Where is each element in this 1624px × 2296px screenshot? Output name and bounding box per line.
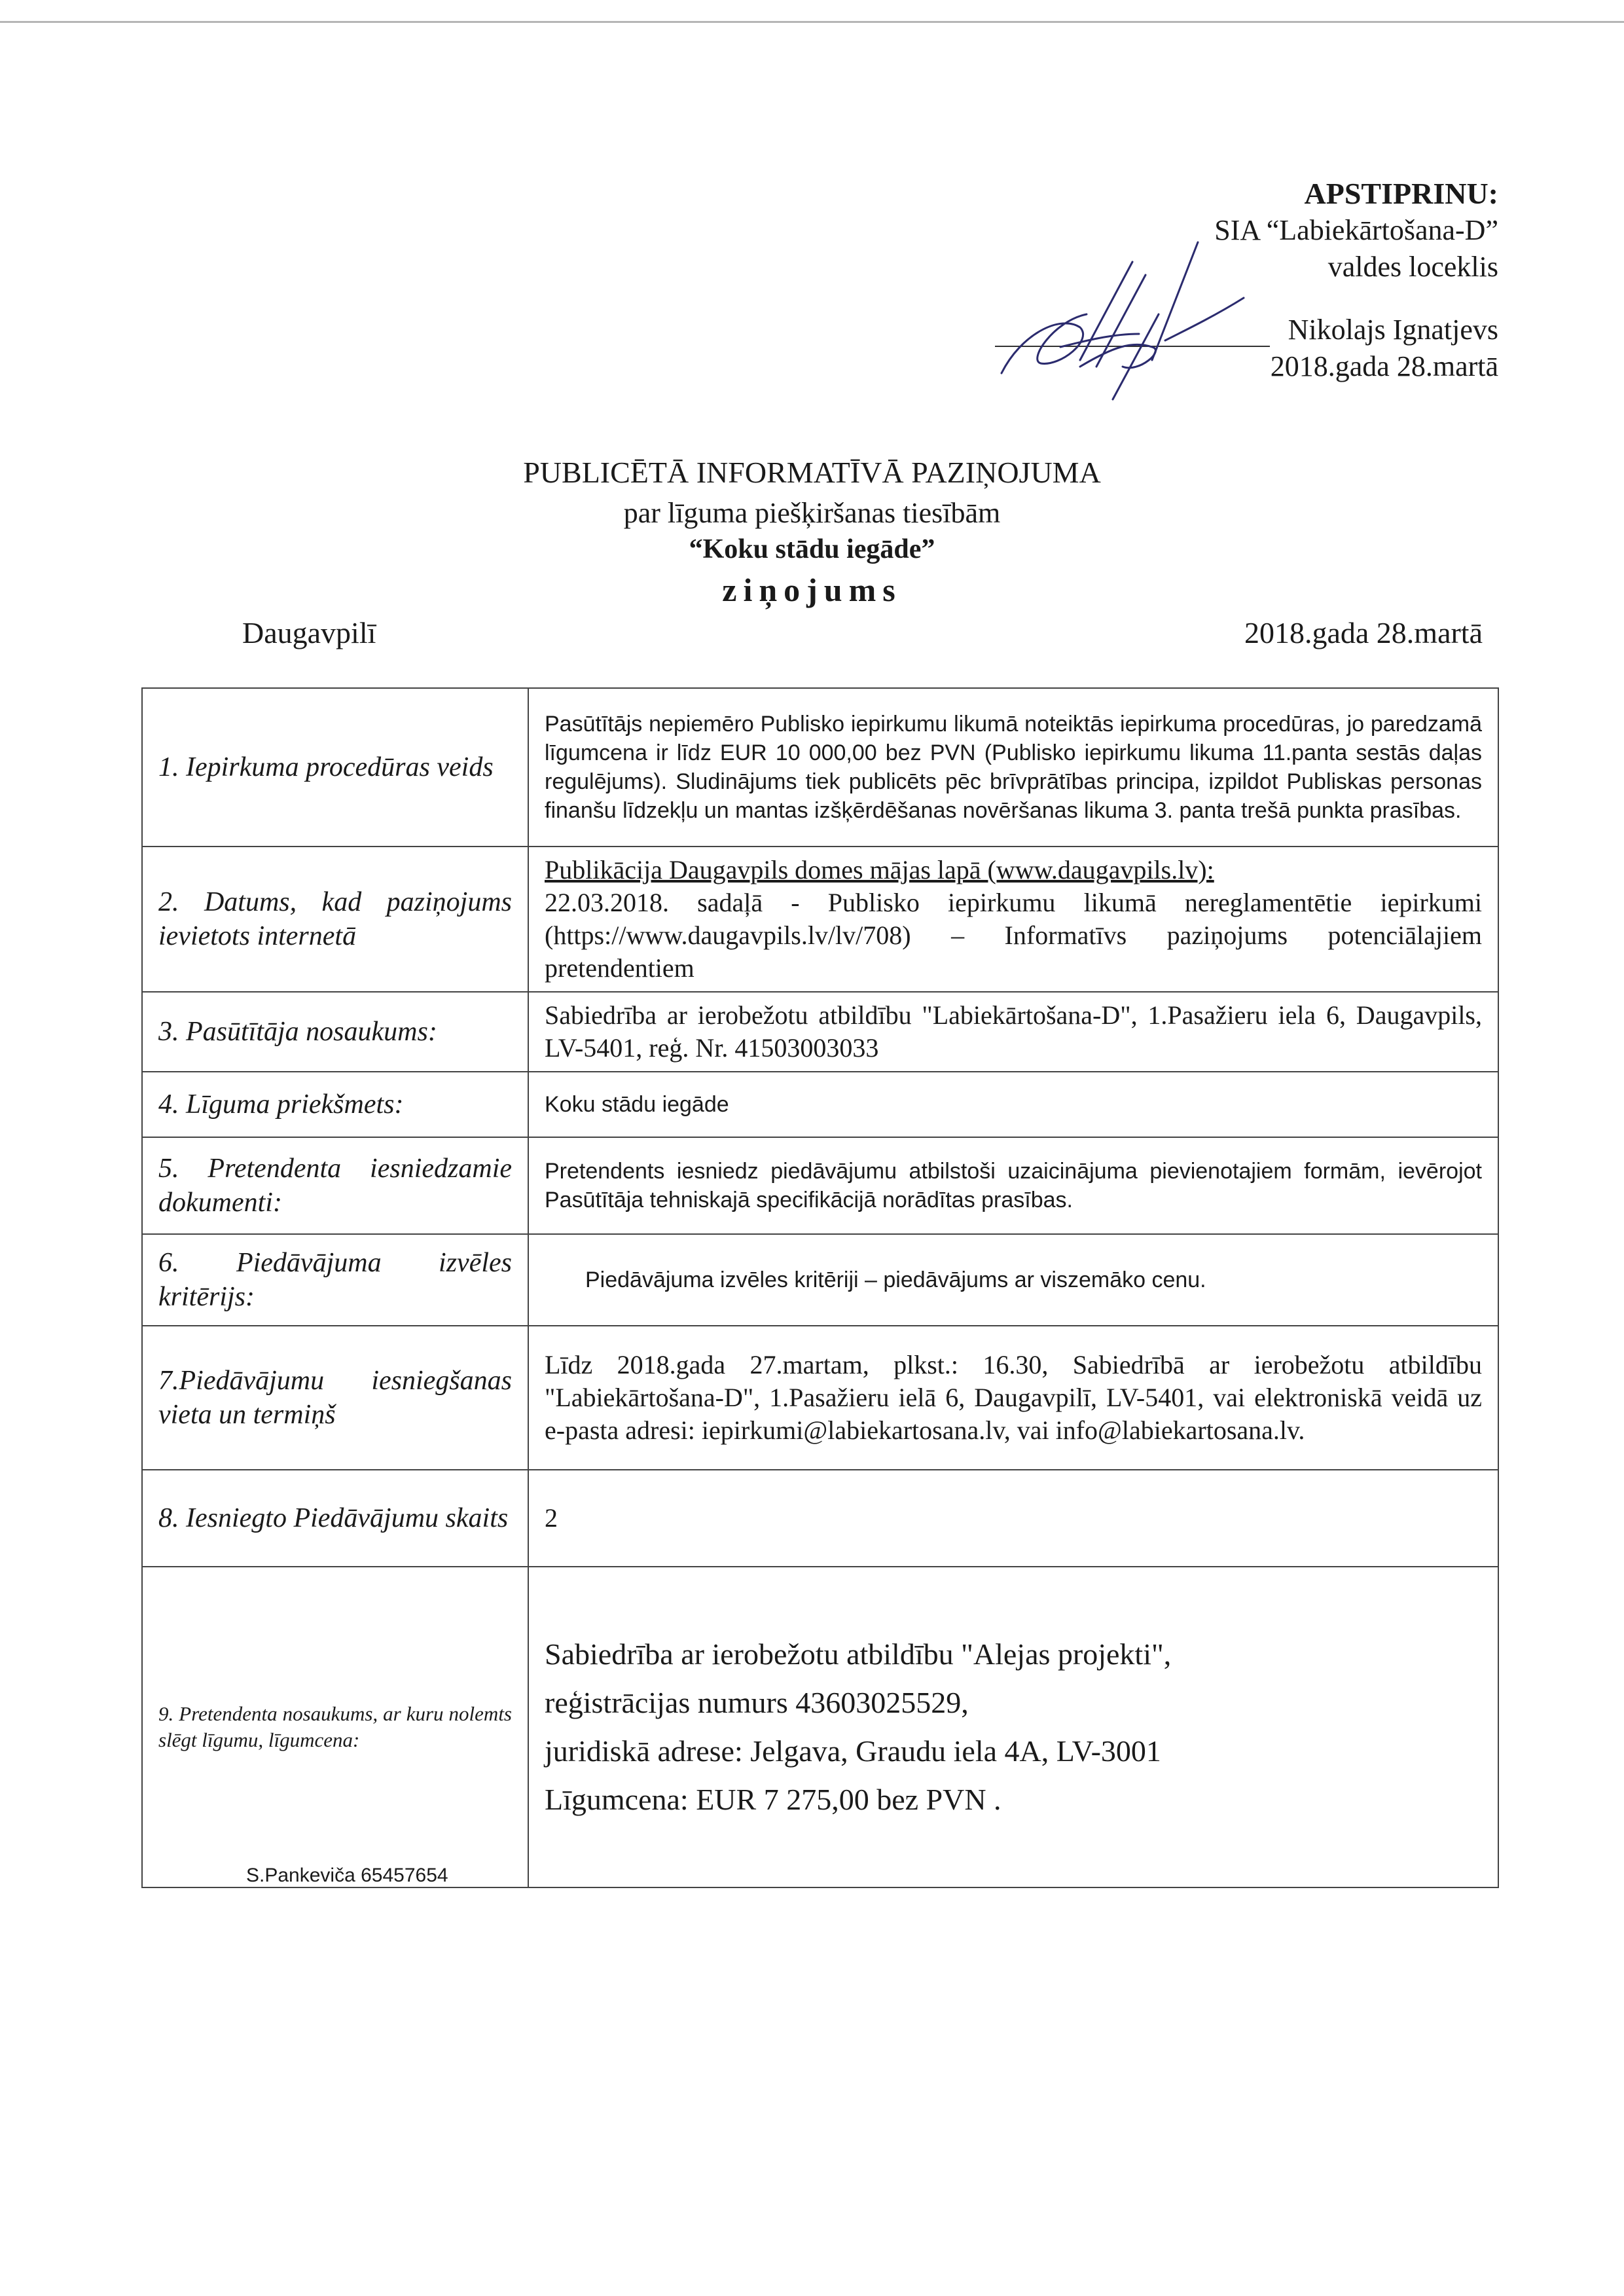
handwritten-signature bbox=[982, 236, 1283, 406]
table-row bbox=[142, 1567, 1498, 1887]
doc-place: Daugavpilī bbox=[242, 616, 376, 649]
info-table bbox=[141, 687, 1499, 1888]
table-row bbox=[142, 1470, 1498, 1567]
doc-title-line3: “Koku stādu iegāde” bbox=[689, 534, 935, 564]
table-row bbox=[142, 992, 1498, 1072]
table-row bbox=[142, 1072, 1498, 1137]
approval-title: APSTIPRINU: bbox=[1304, 177, 1498, 210]
row-value: Līdz 2018.gada 27.martam, plkst.: 16.30, Sabiedrībā ar ierobežotu atbildību "Labiekārtošana-D", 1.Pasažieru ielā 6, Daugavpilī, LV-5401, vai elektroniskā veidā uz e-pasta adresi: iepirkumi@labiekartosana.lv, vai info@labiekartosana.lv. bbox=[528, 1326, 1498, 1470]
footer-contact: S.Pankeviča 65457654 bbox=[246, 1865, 448, 1886]
row-label: 1. Iepirkuma procedūras veids bbox=[142, 688, 528, 847]
row-label: 5. Pretendenta iesniedzamie dokumenti: bbox=[142, 1137, 528, 1234]
doc-title-line1: PUBLICĒTĀ INFORMATĪVĀ PAZIŅOJUMA bbox=[523, 456, 1101, 489]
approval-position: valdes loceklis bbox=[1327, 251, 1498, 283]
doc-title-line4: ziņojums bbox=[722, 572, 902, 608]
row-value-line: Publikācija Daugavpils domes mājas lapā (www.daugavpils.lv): bbox=[545, 855, 1214, 884]
approval-name: Nikolajs Ignatjevs bbox=[1288, 314, 1498, 346]
row-label: 4. Līguma priekšmets: bbox=[142, 1072, 528, 1137]
winner-reg-number: reģistrācijas numurs 43603025529, bbox=[545, 1686, 969, 1719]
row-label: 3. Pasūtītāja nosaukums: bbox=[142, 992, 528, 1072]
contract-price: Līgumcena: EUR 7 275,00 bez PVN . bbox=[545, 1783, 1001, 1816]
doc-title-line2: par līguma piešķiršanas tiesībām bbox=[623, 497, 1001, 529]
winner-address: juridiskā adrese: Jelgava, Graudu iela 4A, LV-3001 bbox=[545, 1734, 1161, 1768]
approval-org: SIA “Labiekārtošana-D” bbox=[1214, 214, 1498, 246]
row-value bbox=[528, 1567, 1498, 1887]
row-value: Koku stādu iegāde bbox=[528, 1072, 1498, 1137]
row-label: 8. Iesniegto Piedāvājumu skaits bbox=[142, 1470, 528, 1567]
row-value-text: Piedāvājuma izvēles kritēriji – piedāvājums ar viszemāko cenu. bbox=[585, 1267, 1206, 1292]
table-row bbox=[142, 1234, 1498, 1326]
row-label: 2. Datums, kad paziņojums ievietots internetā bbox=[142, 847, 528, 992]
row-value bbox=[528, 847, 1498, 992]
scan-edge-line bbox=[0, 21, 1624, 23]
table-row bbox=[142, 1137, 1498, 1234]
row-value: Pasūtītājs nepiemēro Publisko iepirkumu likumā noteiktās iepirkuma procedūras, jo paredzamā līgumcena ir līdz EUR 10 000,00 bez PVN (Publisko iepirkumu likuma 11.panta sestās daļas regulējums). Sludinājums tiek publicēts pēc brīvprātības principa, izpildot Publiskas personas finanšu līdzekļu un mantas izšķērdēšanas novēršanas likuma 3. panta trešā punkta prasības. bbox=[528, 688, 1498, 847]
table-row bbox=[142, 847, 1498, 992]
row-value-line: 22.03.2018. sadaļā - Publisko iepirkumu likumā nereglamentētie iepirkumi (https://www.daugavpils.lv/lv/708) – Informatīvs paziņojums potenciālajiem pretendentiem bbox=[545, 888, 1482, 983]
approval-date: 2018.gada 28.martā bbox=[1270, 350, 1498, 382]
row-value bbox=[528, 1234, 1498, 1326]
row-label: 7.Piedāvājumu iesniegšanas vieta un termiņš bbox=[142, 1326, 528, 1470]
winner-name: Sabiedrība ar ierobežotu atbildību "Alejas projekti", bbox=[545, 1637, 1172, 1671]
doc-date: 2018.gada 28.martā bbox=[1244, 616, 1483, 649]
row-value: Pretendents iesniedz piedāvājumu atbilstoši uzaicinājuma pievienotajiem formām, ievērojot Pasūtītāja tehniskajā specifikācijā norādītas prasības. bbox=[528, 1137, 1498, 1234]
table-row bbox=[142, 1326, 1498, 1470]
table-row bbox=[142, 688, 1498, 847]
row-value: Sabiedrība ar ierobežotu atbildību "Labiekārtošana-D", 1.Pasažieru iela 6, Daugavpils, LV-5401, reģ. Nr. 41503003033 bbox=[528, 992, 1498, 1072]
row-label: 9. Pretendenta nosaukums, ar kuru nolemts slēgt līgumu, līgumcena: bbox=[142, 1567, 528, 1887]
row-label: 6. Piedāvājuma izvēles kritērijs: bbox=[142, 1234, 528, 1326]
row-value: 2 bbox=[528, 1470, 1498, 1567]
